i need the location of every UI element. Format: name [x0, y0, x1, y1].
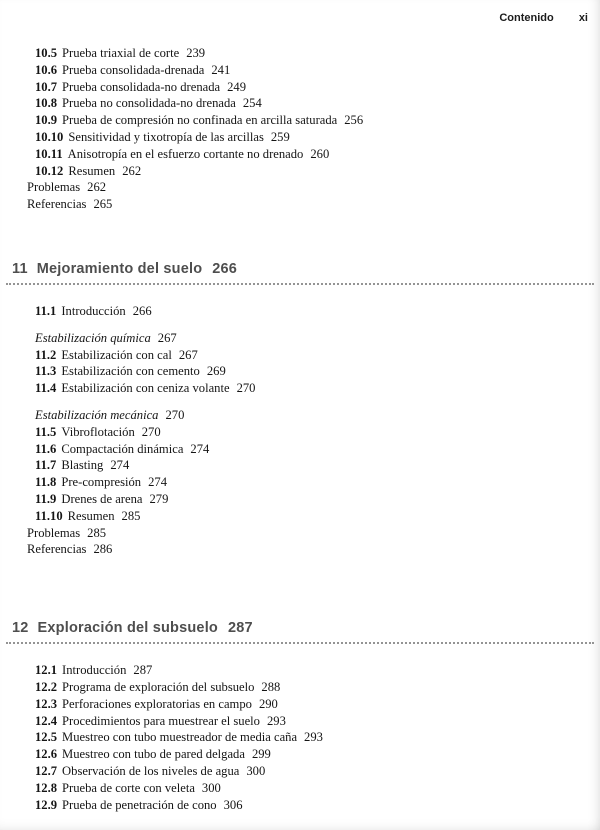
entry-page: 287 — [133, 663, 153, 678]
running-head: Contenido — [499, 12, 554, 24]
chapter-title: Mejoramiento del suelo — [36, 260, 203, 277]
entry-title: Muestreo con tubo de pared delgada — [62, 747, 245, 762]
entry-title: Estabilización con ceniza volante — [61, 381, 230, 396]
toc-entry — [35, 163, 588, 180]
entry-page: 262 — [122, 163, 142, 178]
toc-entry — [35, 62, 588, 79]
entry-number: 10.10 — [35, 129, 64, 144]
entry-title: Perforaciones exploratorias en campo — [62, 696, 252, 711]
entry-page: 241 — [211, 62, 231, 77]
entry-title: Prueba no consolidada-no drenada — [62, 96, 236, 111]
entry-title: Anisotropía en el esfuerzo cortante no drenado — [67, 146, 304, 161]
entry-number: 12.2 — [35, 679, 58, 694]
entry-page: 293 — [304, 730, 323, 745]
entry-title: Referencias — [27, 197, 87, 212]
toc-entry — [35, 662, 588, 679]
entry-page: 259 — [270, 129, 290, 144]
toc-entry — [35, 129, 588, 146]
chapter-page: 287 — [227, 620, 253, 637]
toc-entry — [35, 474, 588, 491]
toc-entry — [35, 729, 588, 746]
entry-number: 10.11 — [35, 146, 63, 161]
entry-title: Resumen — [67, 508, 115, 523]
toc-entry — [35, 112, 588, 129]
chapter-number: 11 — [12, 260, 28, 277]
entry-title: Introducción — [62, 663, 127, 678]
toc-entry — [35, 441, 588, 458]
chapter-heading — [12, 620, 588, 636]
entry-number: 10.12 — [35, 163, 64, 178]
entry-number: 12.4 — [35, 713, 58, 728]
toc-entry — [35, 79, 588, 96]
entry-title: Prueba de penetración de cono — [62, 797, 217, 812]
entry-title: Sensitividad y tixotropía de las arcillas — [68, 129, 264, 144]
entry-title: Prueba triaxial de corte — [62, 46, 180, 60]
backmatter-entry — [27, 179, 588, 196]
toc-entry — [35, 146, 588, 163]
entry-title: Vibroflotación — [61, 424, 135, 439]
entry-page: 270 — [236, 381, 256, 396]
entry-number: 12.6 — [35, 747, 58, 762]
entry-page: 300 — [201, 780, 221, 795]
entry-page: 256 — [344, 113, 364, 128]
toc-entry — [35, 713, 588, 730]
entry-title: Estabilización con cemento — [61, 364, 200, 379]
toc-entry — [35, 508, 588, 525]
entry-page: 254 — [242, 96, 262, 111]
subhead-title: Estabilización mecánica — [35, 407, 159, 422]
entry-number: 11.3 — [35, 364, 57, 379]
entry-title: Referencias — [27, 542, 87, 557]
dotted-rule — [6, 282, 594, 285]
toc-entry — [35, 45, 588, 62]
entry-page: 285 — [87, 525, 107, 540]
page-header — [12, 8, 588, 24]
entry-number: 11.2 — [35, 347, 57, 362]
entry-page: 279 — [149, 491, 169, 506]
chapter-number: 12 — [12, 620, 29, 637]
entry-page: 262 — [87, 180, 107, 195]
entry-number: 11.10 — [35, 508, 63, 523]
entry-title: Introducción — [61, 303, 126, 318]
toc-entry — [35, 746, 588, 763]
entry-page: 274 — [148, 475, 167, 490]
toc-entry — [35, 424, 588, 441]
entry-page: 285 — [121, 508, 141, 523]
section-subhead — [35, 407, 588, 424]
section-subhead — [35, 330, 588, 347]
entry-page: 260 — [310, 146, 330, 161]
entry-page: 288 — [261, 679, 281, 694]
entry-number: 10.7 — [35, 79, 58, 94]
toc-entry — [35, 363, 588, 380]
entry-page: 274 — [110, 458, 130, 473]
toc-entry — [35, 303, 588, 320]
entry-page: 300 — [246, 763, 266, 778]
entry-page: 249 — [227, 79, 246, 94]
backmatter-entry — [27, 525, 588, 542]
chapter-heading — [12, 261, 588, 277]
toc-entry — [35, 763, 588, 780]
chapter-title: Exploración del subsuelo — [37, 620, 218, 637]
entry-number: 11.6 — [35, 441, 57, 456]
entry-title: Estabilización con cal — [61, 347, 172, 362]
entry-number: 11.1 — [35, 303, 57, 318]
entry-number: 10.6 — [35, 62, 58, 77]
entry-number: 11.4 — [35, 381, 57, 396]
entry-page: 266 — [132, 303, 152, 318]
toc-entry — [35, 380, 588, 397]
entry-page: 270 — [141, 424, 161, 439]
subhead-title: Estabilización química — [35, 330, 151, 345]
entry-page: 270 — [165, 407, 185, 422]
backmatter-entry — [27, 196, 588, 213]
toc-entry — [35, 491, 588, 508]
entry-title: Blasting — [61, 458, 104, 473]
toc-entry — [35, 347, 588, 364]
entry-page: 265 — [93, 197, 113, 212]
entry-title: Prueba consolidada-drenada — [62, 62, 205, 77]
entry-page: 239 — [186, 46, 206, 60]
entry-number: 10.8 — [35, 96, 58, 111]
entry-page: 293 — [266, 713, 286, 728]
entry-page: 267 — [178, 347, 198, 362]
entry-title: Drenes de arena — [61, 491, 143, 506]
toc-entry — [35, 696, 588, 713]
entry-title: Procedimientos para muestrear el suelo — [62, 713, 260, 728]
entry-title: Muestreo con tubo muestreador de media caña — [62, 730, 298, 745]
entry-number: 11.9 — [35, 491, 57, 506]
backmatter-entry — [27, 541, 588, 558]
entry-title: Prueba de compresión no confinada en arcilla saturada — [62, 113, 338, 128]
entry-number: 12.5 — [35, 730, 58, 745]
entry-page: 274 — [190, 441, 210, 456]
toc-entry — [35, 797, 588, 814]
entry-page: 267 — [157, 330, 177, 345]
entry-title: Observación de los niveles de agua — [62, 763, 240, 778]
entry-page: 286 — [93, 542, 113, 557]
entry-number: 12.7 — [35, 763, 58, 778]
entry-number: 12.3 — [35, 696, 58, 711]
chapter11-block — [12, 261, 588, 558]
chapter10-block — [12, 45, 588, 213]
entry-page: 290 — [258, 696, 278, 711]
entry-page: 299 — [251, 747, 271, 762]
entry-number: 10.5 — [35, 46, 58, 60]
entry-title: Resumen — [68, 163, 116, 178]
chapter-page: 266 — [212, 260, 238, 277]
toc-entry — [35, 457, 588, 474]
entry-title: Pre-compresión — [61, 475, 142, 490]
toc-entry — [35, 95, 588, 112]
entry-number: 10.9 — [35, 113, 58, 128]
entry-number: 11.5 — [35, 424, 57, 439]
entry-title: Prueba consolidada-no drenada — [62, 79, 221, 94]
entry-number: 11.8 — [35, 475, 57, 490]
chapter12-block — [12, 620, 588, 813]
entry-number: 12.8 — [35, 780, 58, 795]
entry-title: Problemas — [27, 525, 81, 540]
entry-title: Problemas — [27, 180, 81, 195]
entry-page: 306 — [223, 797, 243, 812]
folio-page-number: xi — [578, 12, 588, 24]
toc-entry — [35, 780, 588, 797]
toc-entry — [35, 679, 588, 696]
entry-title: Compactación dinámica — [61, 441, 184, 456]
dotted-rule — [6, 641, 594, 644]
entry-title: Prueba de corte con veleta — [62, 780, 195, 795]
entry-number: 12.1 — [35, 663, 58, 678]
entry-title: Programa de exploración del subsuelo — [62, 679, 255, 694]
entry-page: 269 — [206, 364, 226, 379]
entry-number: 12.9 — [35, 797, 58, 812]
entry-number: 11.7 — [35, 458, 57, 473]
